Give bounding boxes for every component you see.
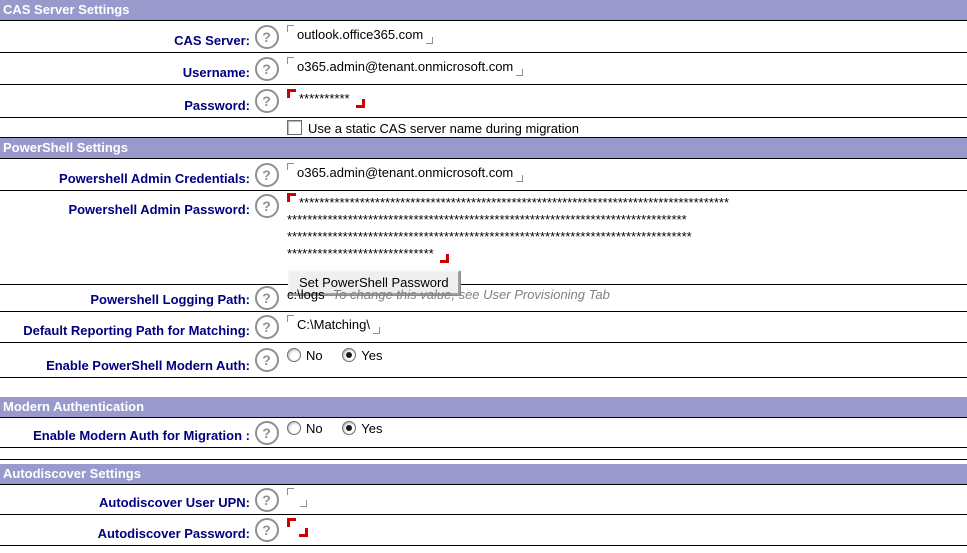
ps-modern-auth-label: Enable PowerShell Modern Auth: <box>46 358 250 373</box>
migration-modern-auth-radio-no[interactable] <box>287 421 301 435</box>
reporting-path-label: Default Reporting Path for Matching: <box>23 323 250 338</box>
edit-corner-icon <box>373 327 380 334</box>
help-icon[interactable]: ? <box>255 57 279 81</box>
ps-modern-auth-radio-no[interactable] <box>287 348 301 362</box>
edit-corner-icon <box>440 254 449 263</box>
migration-modern-auth-radio-yes[interactable] <box>342 421 356 435</box>
ps-logging-path-note: To change this value, see User Provisioning Tab <box>332 287 610 302</box>
section-title: Modern Authentication <box>3 399 145 414</box>
section-spacer <box>0 378 967 397</box>
help-icon[interactable]: ? <box>255 163 279 187</box>
edit-corner-icon <box>287 57 294 64</box>
edit-corner-icon <box>356 99 365 108</box>
static-cas-checkbox-label: Use a static CAS server name during migration <box>308 121 579 136</box>
row-static-cas <box>0 118 967 138</box>
edit-corner-icon <box>287 315 294 322</box>
migration-modern-auth-radio-yes-label: Yes <box>361 421 383 436</box>
section-title: CAS Server Settings <box>3 2 130 17</box>
reporting-path-field[interactable]: C:\Matching\ <box>297 317 370 332</box>
help-icon[interactable]: ? <box>255 25 279 49</box>
ps-admin-credentials-field[interactable]: o365.admin@tenant.onmicrosoft.com <box>297 165 514 180</box>
ps-admin-credentials-label: Powershell Admin Credentials: <box>59 171 250 186</box>
section-header-cas <box>0 0 967 21</box>
password-field[interactable]: ********** <box>299 91 350 106</box>
edit-corner-icon <box>516 69 523 76</box>
section-header-modern-auth <box>0 397 967 418</box>
section-title: PowerShell Settings <box>3 140 128 155</box>
empty-row <box>0 448 967 460</box>
row-username <box>0 53 967 85</box>
enable-modern-auth-migration-label: Enable Modern Auth for Migration : <box>33 428 250 443</box>
help-icon[interactable]: ? <box>255 89 279 113</box>
edit-corner-icon <box>287 193 296 202</box>
edit-corner-icon <box>516 175 523 182</box>
section-header-powershell <box>0 138 967 159</box>
username-label: Username: <box>182 65 250 80</box>
edit-corner-icon <box>287 518 296 527</box>
help-icon[interactable]: ? <box>255 488 279 512</box>
help-icon[interactable]: ? <box>255 421 279 445</box>
static-cas-checkbox[interactable] <box>287 120 302 135</box>
row-ps-admin-credentials <box>0 159 967 191</box>
ps-admin-password-label: Powershell Admin Password: <box>68 202 250 217</box>
cas-server-field[interactable]: outlook.office365.com <box>297 27 424 42</box>
set-powershell-password-button[interactable]: Set PowerShell Password <box>288 270 460 295</box>
autodiscover-upn-label: Autodiscover User UPN: <box>99 495 250 510</box>
section-header-autodiscover <box>0 464 967 485</box>
help-icon[interactable]: ? <box>255 348 279 372</box>
edit-corner-icon <box>287 25 294 32</box>
row-ps-admin-password <box>0 191 967 290</box>
ps-admin-password-field[interactable]: ************************************************************************************* <box>299 195 730 210</box>
row-ps-modern-auth <box>0 343 967 378</box>
section-title: Autodiscover Settings <box>3 466 141 481</box>
autodiscover-password-label: Autodiscover Password: <box>97 526 250 541</box>
ps-admin-password-field[interactable]: ***************************** <box>287 246 434 261</box>
ps-logging-path-label: Powershell Logging Path: <box>90 292 250 307</box>
row-password <box>0 85 967 118</box>
edit-corner-icon <box>300 500 307 507</box>
ps-modern-auth-radio-no-label: No <box>306 348 323 363</box>
row-reporting-path <box>0 312 967 343</box>
ps-modern-auth-radio-yes-label: Yes <box>361 348 383 363</box>
edit-corner-icon <box>426 37 433 44</box>
password-label: Password: <box>184 98 250 113</box>
row-ps-logging-path <box>0 285 967 312</box>
edit-corner-icon <box>287 163 294 170</box>
row-autodiscover-password <box>0 515 967 546</box>
help-icon[interactable]: ? <box>255 286 279 310</box>
help-icon[interactable]: ? <box>255 315 279 339</box>
ps-admin-password-field[interactable]: ******************************************************************************* <box>287 212 687 227</box>
username-field[interactable]: o365.admin@tenant.onmicrosoft.com <box>297 59 514 74</box>
edit-corner-icon <box>287 488 294 495</box>
help-icon[interactable]: ? <box>255 518 279 542</box>
row-autodiscover-upn <box>0 485 967 515</box>
migration-modern-auth-radio-no-label: No <box>306 421 323 436</box>
cas-server-label: CAS Server: <box>174 33 250 48</box>
row-enable-modern-auth-migration <box>0 418 967 448</box>
ps-admin-password-field[interactable]: ******************************************************************************** <box>287 229 692 244</box>
help-icon[interactable]: ? <box>255 194 279 218</box>
edit-corner-icon <box>287 89 296 98</box>
row-cas-server <box>0 21 967 53</box>
ps-logging-path-value: c:\logs <box>287 287 325 302</box>
edit-corner-icon <box>299 528 308 537</box>
ps-modern-auth-radio-yes[interactable] <box>342 348 356 362</box>
